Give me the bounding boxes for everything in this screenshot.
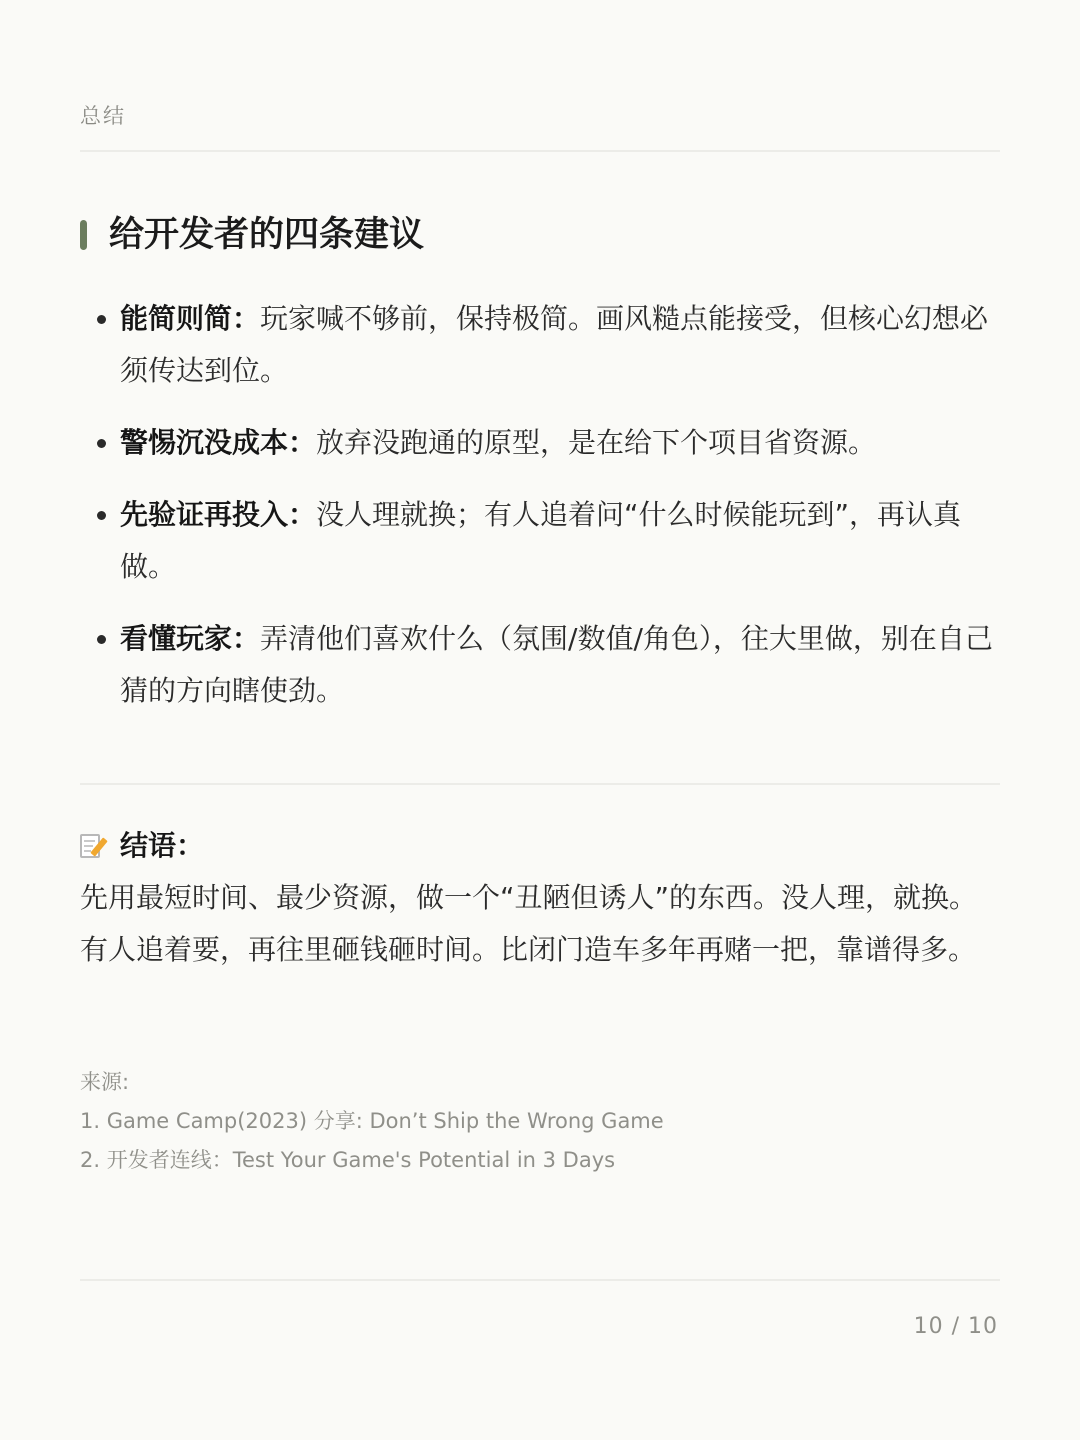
sources-block [80, 1063, 1000, 1180]
tip-title: 看懂玩家： [120, 622, 261, 655]
divider [80, 1279, 1000, 1281]
sources-label: 来源: [80, 1070, 130, 1094]
list-item [80, 613, 1000, 717]
memo-icon [80, 832, 106, 860]
bullet-icon [97, 439, 106, 448]
divider [80, 783, 1000, 785]
bullet-icon [97, 635, 106, 644]
source-item: 2. 开发者连线：Test Your Game's Potential in 3 Days [80, 1148, 616, 1172]
tip-title: 警惕沉没成本： [120, 426, 317, 459]
tip-body: 弄清他们喜欢什么（氛围/数值/角色），往大里做，别在自己猜的方向瞎使劲。 [120, 622, 993, 707]
bullet-icon [97, 315, 106, 324]
list-item [80, 489, 1000, 593]
tip-title: 能简则简： [120, 302, 261, 335]
tip-body: 放弃没跑通的原型，是在给下个项目省资源。 [316, 426, 877, 459]
heading-accent-bar [80, 220, 87, 250]
tip-body: 玩家喊不够前，保持极简。画风糙点能接受，但核心幻想必须传达到位。 [120, 302, 989, 387]
conclusion-header [80, 820, 1000, 872]
list-item [80, 417, 1000, 469]
bullet-icon [97, 511, 106, 520]
tip-body: 没人理就换；有人追着问“什么时候能玩到”，再认真做。 [120, 498, 962, 583]
tips-list [80, 293, 1000, 737]
conclusion-text: 先用最短时间、最少资源，做一个“丑陋但诱人”的东西。没人理，就换。有人追着要，再往里砸钱砸时间。比闭门造车多年再赌一把，靠谱得多。 [80, 881, 978, 966]
section-label: 总结 [80, 104, 126, 128]
list-item [80, 293, 1000, 397]
page-number: 10 / 10 [913, 1314, 998, 1339]
heading-block [80, 212, 424, 258]
tip-title: 先验证再投入： [120, 498, 317, 531]
conclusion-block [80, 820, 1000, 976]
page [80, 0, 1000, 1440]
divider [80, 150, 1000, 152]
source-item: 1. Game Camp(2023) 分享: Don’t Ship the Wrong Game [80, 1109, 664, 1133]
conclusion-title: 结语： [120, 829, 205, 862]
page-heading: 给开发者的四条建议 [109, 215, 425, 255]
